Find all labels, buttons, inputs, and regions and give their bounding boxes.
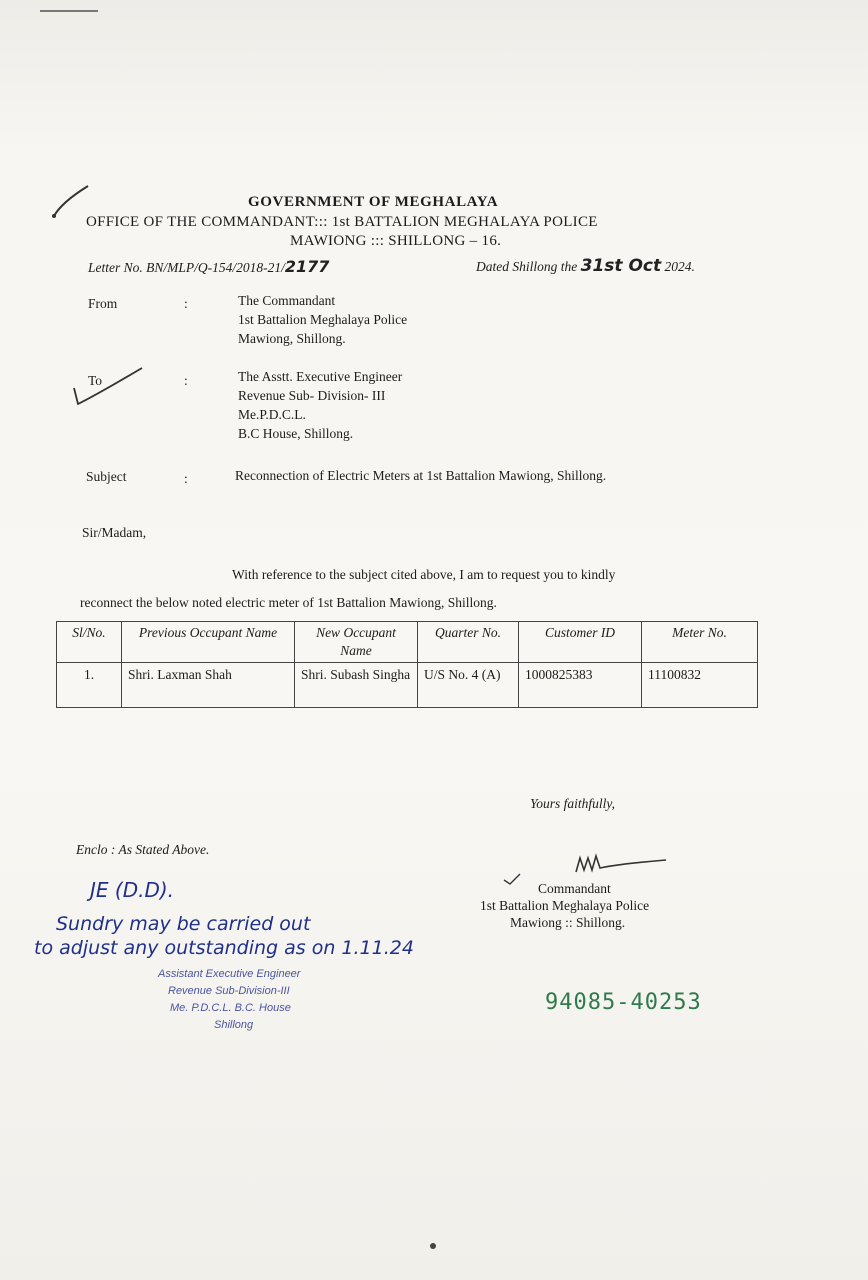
letter-number-handwritten: 2177 <box>284 257 330 276</box>
salutation: Sir/Madam, <box>82 525 147 540</box>
to-colon: : <box>184 373 188 388</box>
to-line-1: The Asstt. Executive Engineer <box>238 369 403 384</box>
col-header-meter-no: Meter No. <box>642 622 758 663</box>
stamp-line-1: Assistant Executive Engineer <box>158 968 301 980</box>
from-line-1: The Commandant <box>238 293 336 308</box>
closing: Yours faithfully, <box>530 796 616 811</box>
scan-dot <box>430 1243 436 1249</box>
body-line-1: With reference to the subject cited above, I am to request you to kindly <box>232 567 616 582</box>
cell-new-occupant: Shri. Subash Singha <box>295 663 418 708</box>
letter-date-handwritten: 31st Oct <box>580 256 662 276</box>
col-header-previous-occupant: Previous Occupant Name <box>122 622 295 663</box>
place-heading: MAWIONG ::: SHILLONG – 16. <box>290 233 502 249</box>
government-heading: GOVERNMENT OF MEGHALAYA <box>248 194 499 210</box>
stamp-line-3: Me. P.D.C.L. B.C. House <box>170 1002 291 1014</box>
col-header-slno: Sl/No. <box>57 622 122 663</box>
cell-meter-no: 11100832 <box>642 663 758 708</box>
from-colon: : <box>184 296 188 311</box>
subject-label: Subject <box>86 469 127 484</box>
table-row <box>57 663 758 708</box>
signature-title: Commandant <box>538 881 611 896</box>
handwritten-ref: JE (D.D). <box>90 878 175 902</box>
subject-text: Reconnection of Electric Meters at 1st Battalion Mawiong, Shillong. <box>235 468 607 483</box>
stamp-line-2: Revenue Sub-Division-III <box>168 985 290 997</box>
to-line-3: Me.P.D.C.L. <box>238 407 306 422</box>
body-line-2: reconnect the below noted electric meter of 1st Battalion Mawiong, Shillong. <box>80 595 497 610</box>
enclosure: Enclo : As Stated Above. <box>76 842 210 857</box>
letter-number: Letter No. BN/MLP/Q-154/2018-21/2177 <box>88 257 330 276</box>
signature-line-3: Mawiong :: Shillong. <box>510 915 626 930</box>
from-line-3: Mawiong, Shillong. <box>238 331 346 346</box>
to-label: To <box>88 373 103 388</box>
handwritten-note-2: to adjust any outstanding as on 1.11.24 <box>34 937 414 959</box>
cell-customer-id: 1000825383 <box>519 663 642 708</box>
subject-colon: : <box>184 471 188 486</box>
from-line-2: 1st Battalion Meghalaya Police <box>238 312 408 327</box>
scan-edge-mark <box>40 10 98 16</box>
stamp-line-4: Shillong <box>214 1019 254 1031</box>
cell-slno: 1. <box>57 663 122 708</box>
from-label: From <box>88 296 118 311</box>
office-heading: OFFICE OF THE COMMANDANT::: 1st BATTALION MEGHALAYA POLICE <box>86 214 598 230</box>
table-header-row <box>57 622 758 663</box>
cell-quarter: U/S No. 4 (A) <box>418 663 519 708</box>
to-checkmark-icon <box>68 366 148 410</box>
cell-previous-occupant: Shri. Laxman Shah <box>122 663 295 708</box>
letter-date: Dated Shillong the 31st Oct 2024. <box>476 256 695 276</box>
meter-table <box>56 621 758 708</box>
handwritten-phone: 94085-40253 <box>545 990 702 1015</box>
col-header-new-occupant: New Occupant Name <box>295 622 418 663</box>
to-line-2: Revenue Sub- Division- III <box>238 388 386 403</box>
signature-line-2: 1st Battalion Meghalaya Police <box>480 898 650 913</box>
col-header-quarter: Quarter No. <box>418 622 519 663</box>
to-line-4: B.C House, Shillong. <box>238 426 354 441</box>
col-header-customer-id: Customer ID <box>519 622 642 663</box>
handwritten-note-1: Sundry may be carried out <box>56 913 311 935</box>
